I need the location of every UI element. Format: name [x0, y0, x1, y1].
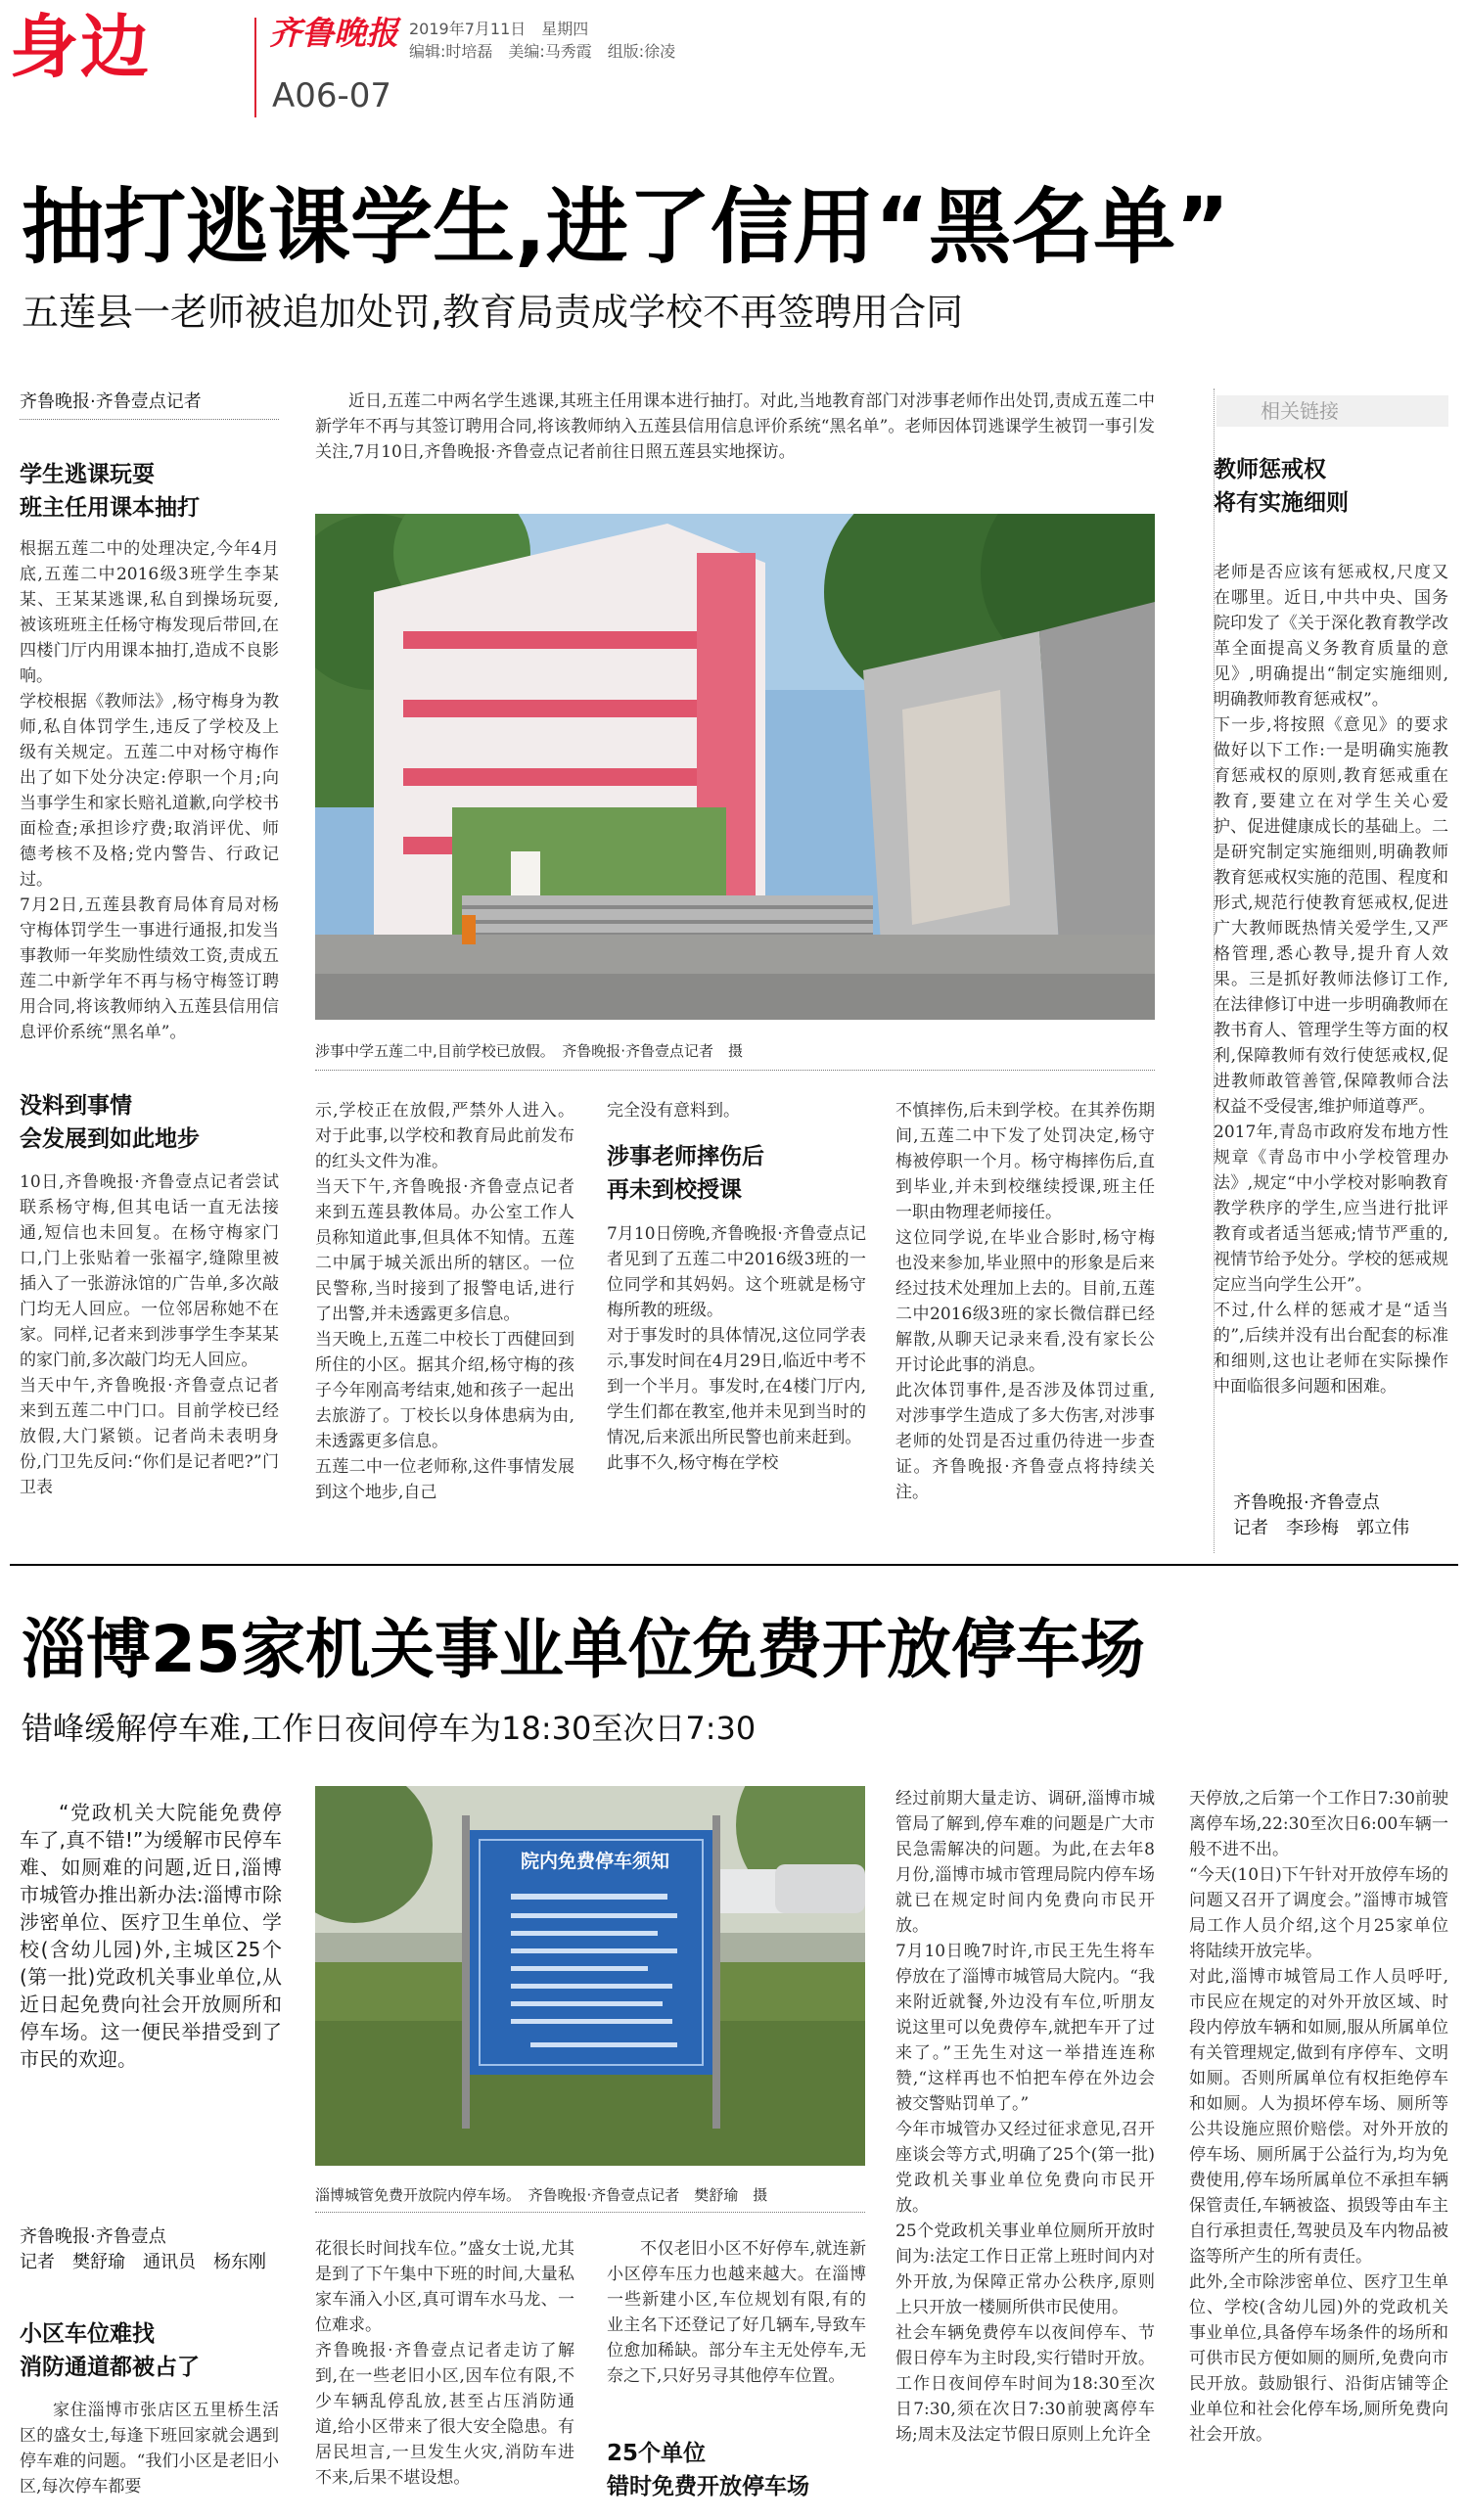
lead-paragraph-story1: 近日,五莲二中两名学生逃课,其班主任用课本进行抽打。对此,当地教育部门对涉事老师作出处罚,责成五莲二中新学年不再与其签订聘用合同,将该教师纳入五莲县信用信息评价系统“黑名单”。老师因体罚逃课学生被罚一事引发关注,7月10日,齐鲁晚报·齐鲁壹点记者前往日照五莲县实地探访。 — [315, 391, 1155, 462]
byline-rule — [20, 419, 279, 420]
sidebar-text: 老师是否应该有惩戒权,尺度又在哪里。近日,中共中央、国务院印发了《关于深化教育教学改革全面提高义务教育质量的意见》,明确提出“制定实施细则,明确教师教育惩戒权”。 下一步,将按照《意见》的要求做好以下工作:一是明确实施教育惩戒权的原则,教育惩戒重在教育,要建立在对学生关心爱护、促进健康成长的基础上。二是研究制定实施细则,明确教师教育惩戒权实施的范围、程度和形式,规范行使教育惩戒权,促进广大教师既热情关爱学生,又严格管理,悉心教导,提升育人效果。三是抓好教师法修订工作,在法律修订中进一步明确教师在教书育人、管理学生等方面的权利,保障教师有效行使惩戒权,促进教师敢管善管,保障教师合法权益不受侵害,维护师道尊严。 2017年,青岛市政府发布地方性规章《青岛市中小学校管理办法》,规定“中小学校对影响教育教学秩序的学生,应当进行批评教育或者适当惩戒;情节严重的,视情节给予处分。学校的惩戒规定应当向学生公开”。 不过,什么样的惩戒才是“适当的”,后续并没有出台配套的标准和细则,这也让老师在实际操作中面临很多问题和困难。 — [1214, 563, 1448, 1397]
col1-text1: 根据五莲二中的处理决定,今年4月底,五莲二中2016级3班学生李某某、王某某逃课,私自到操场玩耍,被该班班主任杨守梅发现后带回,在四楼门厅内用课本抽打,造成不良影响。 学校根据《教师法》,杨守梅身为教师,私自体罚学生,违反了学校及上级有关规定。五莲二中对杨守梅作出了如下处分决定:停职一个月;向当事学生和家长赔礼道歉,向学校书面检查;承担诊疗费;取消评优、师德考核不及格;党内警告、行政记过。 7月2日,五莲县教育局体育局对杨守梅体罚学生一事进行通报,扣发当事教师一年奖励性绩效工资,责成五莲二中新学年不再与杨守梅签订聘用合同,将该教师纳入五莲县信用信息评价系统“黑名单”。 — [20, 539, 279, 1042]
col1-text2: 10日,齐鲁晚报·齐鲁壹点记者尝试联系杨守梅,但其电话一直无法接通,短信也未回复。在杨守梅家门口,门上张贴着一张福字,缝隙里被插入了一张游泳馆的广告单,多次敲门均无人回应。一位邻居称她不在家。同样,记者来到涉事学生李某某的家门前,多次敲门均无人回应。 当天中午,齐鲁晚报·齐鲁壹点记者来到五莲二中门口。目前学校已经放假,大门紧锁。记者尚未表明身份,门卫先反问:“你们是记者吧?”门卫表 — [20, 1172, 279, 1497]
subhead-parking-hard: 小区车位难找 消防通道都被占了 — [20, 2321, 200, 2380]
col4-text: 不慎摔伤,后未到学校。在其养伤期间,五莲二中下发了处罚决定,杨守梅被停职一个月。杨守梅摔伤后,直到毕业,并未到校继续授课,班主任一职由物理老师接任。 这位同学说,在毕业合影时,杨守梅也没来参加,毕业照中的形象是后来经过技术处理加上去的。目前,五莲二中2016级3班的家长微信群已经解散,从聊天记录来看,没有家长公开讨论此事的消息。 此次体罚事件,是否涉及体罚过重,对涉事学生造成了多大伤害,对涉事老师的处罚是否过重仍待进一步查证。齐鲁晚报·齐鲁壹点将持续关注。 — [895, 1101, 1155, 1502]
headline-story1: 抽打逃课学生,进了信用“黑名单” — [22, 179, 1230, 275]
col2-text: 示,学校正在放假,严禁外人进入。对于此事,以学校和教育局此前发布的红头文件为准。 当天下午,齐鲁晚报·齐鲁壹点记者来到五莲县教体局。办公室工作人员称知道此事,但具体不知情。五莲二中属于城关派出所的辖区。一位民警称,当时接到了报警电话,进行了出警,并未透露更多信息。 当天晚上,五莲二中校长丁西健回到所住的小区。据其介绍,杨守梅的孩子今年刚高考结束,她和孩子一起出去旅游了。丁校长以身体患病为由,未透露更多信息。 五莲二中一位老师称,这件事情发展到这个地步,自己 — [315, 1101, 574, 1502]
story-separator — [10, 1564, 1458, 1566]
byline-story1: 齐鲁晚报·齐鲁壹点记者 — [20, 391, 202, 412]
col2-text-story2: 花很长时间找车位。”盛女士说,尤其是到了下午集中下班的时间,大量私家车涌入小区,真可谓车水马龙、一位难求。 齐鲁晚报·齐鲁壹点记者走访了解到,在一些老旧小区,因车位有限,不少车辆乱停乱放,甚至占压消防通道,给小区带来了很大安全隐患。有居民坦言,一旦发生火灾,消防车进不来,后果不堪设想。 — [315, 2239, 574, 2488]
subheadline-story2: 错峰缓解停车难,工作日夜间停车为18:30至次日7:30 — [22, 1710, 757, 1747]
byline-story2: 齐鲁晚报·齐鲁壹点 记者 樊舒瑜 通讯员 杨东刚 — [20, 2226, 266, 2272]
parking-photo — [315, 1786, 865, 2166]
col5-text-story2: 天停放,之后第一个工作日7:30前驶离停车场,22:30至次日6:00车辆一般不进不出。 “今天(10日)下午针对开放停车场的问题又召开了调度会。”淄博市城管局工作人员介绍,这个月25家单位将陆续开放完毕。 对此,淄博市城管局工作人员呼吁,市民应在规定的对外开放区域、时段内停放车辆和如厕,服从所属单位有关管理规定,做到有序停车、文明如厕。否则所属单位有权拒绝停车和如厕。人为损坏停车场、厕所等公共设施应照价赔偿。对外开放的停车场、厕所属于公益行为,均为免费使用,停车场所属单位不承担车辆保管责任,车辆被盗、损毁等由车主自行承担责任,驾驶员及车内物品被盗等所产生的所有责任。 此外,全市除涉密单位、医疗卫生单位、学校(含幼儿园)外的党政机关事业单位,具备停车场条件的场所和可供市民方便如厕的厕所,免费向市民开放。鼓励银行、沿街店铺等企业单位和社会化停车场,厕所免费向社会开放。 — [1189, 1789, 1448, 2445]
intro-story2: “党政机关大院能免费停车了,真不错!”为缓解市民停车难、如厕难的问题,近日,淄博市城管办推出新办法:淄博市除涉密单位、医疗卫生单位、学校(含幼儿园)外,主城区25个(第一批)党政机关事业单位,从近日起免费向社会开放厕所和停车场。这一便民举措受到了市民的欢迎。 — [20, 1801, 282, 2071]
subhead-teacher-injured: 涉事老师摔伤后 再未到校授课 — [607, 1144, 764, 1203]
school-photo — [315, 514, 1155, 1020]
caption-rule — [315, 1070, 1155, 1071]
newspaper-logo: 齐鲁晚报 — [269, 14, 398, 52]
sidebar-byline: 齐鲁晚报·齐鲁壹点 记者 李珍梅 郭立伟 — [1233, 1492, 1409, 1538]
weekday: 星期四 — [541, 20, 589, 38]
headline-story2: 淄博25家机关事业单位免费开放停车场 — [22, 1612, 1145, 1687]
sidebar-title: 教师惩戒权 将有实施细则 — [1214, 457, 1349, 516]
photo-caption-story2: 淄博城管免费开放院内停车场。 齐鲁晚报·齐鲁壹点记者 樊舒瑜 摄 — [315, 2186, 768, 2204]
col1-text-story2: 家住淄博市张店区五里桥生活区的盛女士,每逢下班回家就会遇到停车难的问题。“我们小区是老旧小区,每次停车都要 — [20, 2401, 279, 2497]
date: 2019年7月11日 — [409, 20, 527, 38]
col3-text-story2: 不仅老旧小区不好停车,就连新小区停车压力也越来越大。在淄博一些新建小区,车位规划有限,有的业主名下还登记了好几辆车,导致车位愈加稀缺。部分车主无处停车,无奈之下,只好另寻其他停车位置。 — [607, 2239, 866, 2386]
page-number: A06-07 — [272, 76, 392, 115]
sign-title: 院内免费停车须知 — [520, 1851, 669, 1872]
issue-date — [409, 20, 588, 39]
col4-text-story2: 经过前期大量走访、调研,淄博市城管局了解到,停车难的问题是广大市民急需解决的问题。为此,在去年8月份,淄博市城市管理局院内停车场就已在规定时间内免费向市民开放。 7月10日晚7时许,市民王先生将车停放在了淄博市城管局大院内。“我来附近就餐,外边没有车位,听朋友说这里可以免费停车,就把车开了过来了。”王先生对这一举措连连称赞,“这样再也不怕把车停在外边会被交警贴罚单了。” 今年市城管办又经过征求意见,召开座谈会等方式,明确了25个(第一批)党政机关事业单位免费向市民开放。 25个党政机关事业单位厕所开放时间为:法定工作日正常上班时间内对外开放,为保障正常办公秩序,原则上只开放一楼厕所供市民使用。 社会车辆免费停车以夜间停车、节假日停车为主时段,实行错时开放。工作日夜间停车时间为18:30至次日7:30,须在次日7:30前驶离停车场;周末及法定节假日原则上允许全 — [895, 1789, 1155, 2445]
caption-rule-2 — [315, 2212, 865, 2213]
subhead-unexpected: 没料到事情 会发展到如此地步 — [20, 1093, 200, 1152]
vertical-divider — [254, 18, 256, 117]
subhead-25-units: 25个单位 错时免费开放停车场 — [607, 2441, 809, 2499]
subheadline-story1: 五莲县一老师被追加处罚,教育局责成学校不再签聘用合同 — [22, 291, 964, 334]
subhead-truancy: 学生逃课玩耍 班主任用课本抽打 — [20, 462, 200, 521]
sidebar-tag: 相关链接 — [1216, 395, 1448, 427]
col3-text2: 7月10日傍晚,齐鲁晚报·齐鲁壹点记者见到了五莲二中2016级3班的一位同学和其妈妈。这个班就是杨守梅所教的班级。 对于事发时的具体情况,这位同学表示,事发时间在4月29日,临近中考不到一个半月。事发时,在4楼门厅内,学生们都在教室,他并未见到当时的情况,后来派出所民警也前来赶到。 此事不久,杨守梅在学校 — [607, 1224, 866, 1473]
section-title: 身边 — [10, 7, 151, 87]
editor-credits: 编辑:时培磊 美编:马秀霞 组版:徐凌 — [409, 42, 676, 61]
photo-caption-story1: 涉事中学五莲二中,目前学校已放假。 齐鲁晚报·齐鲁壹点记者 摄 — [315, 1042, 744, 1060]
col3-text1: 完全没有意料到。 — [607, 1101, 740, 1121]
